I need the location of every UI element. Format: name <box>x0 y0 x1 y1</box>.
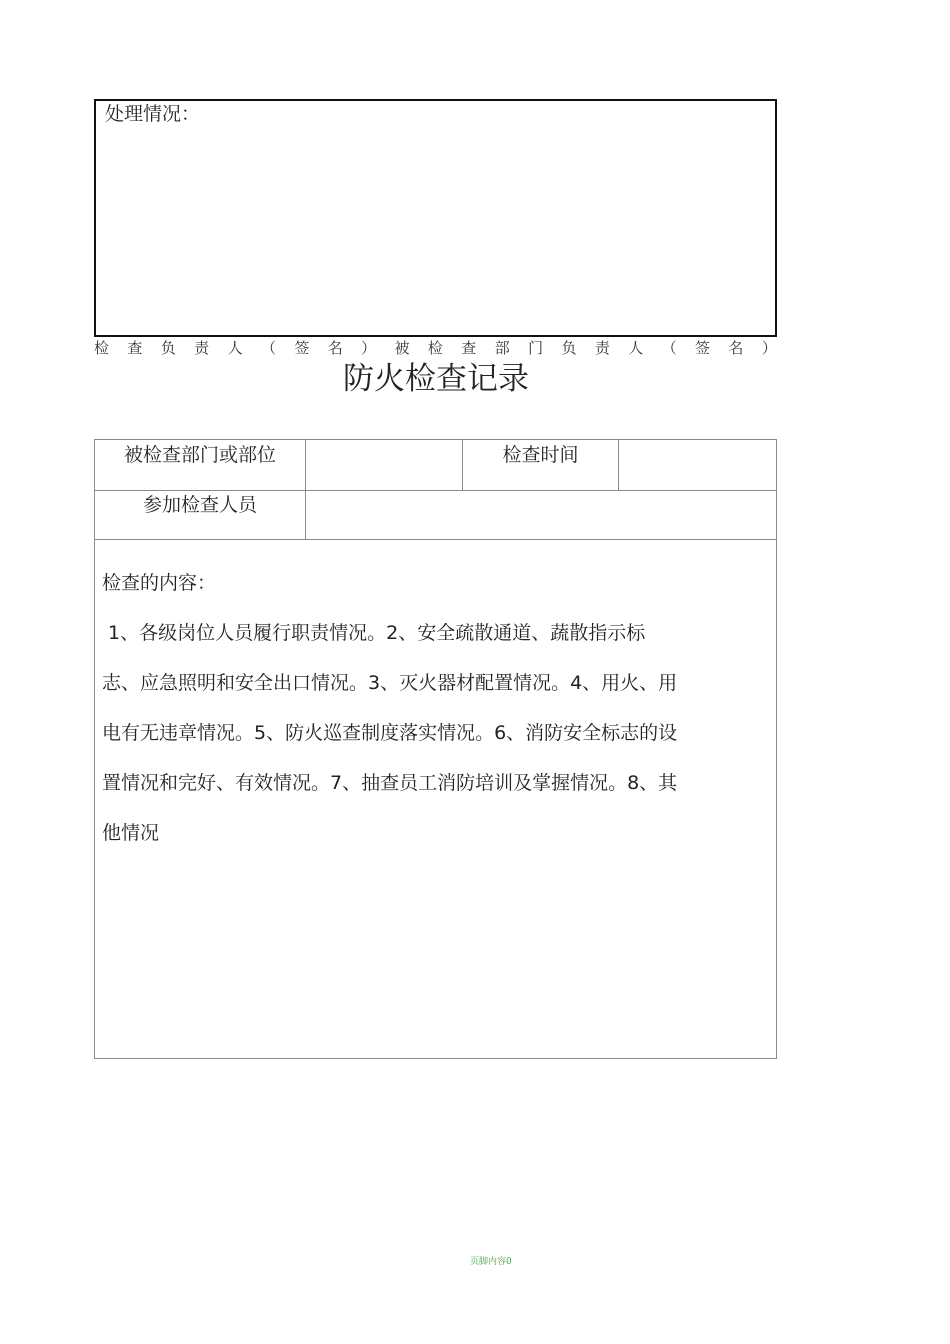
signature-line <box>94 339 777 357</box>
inspection-record-table <box>94 439 777 1059</box>
sign-char: 人 <box>628 339 644 357</box>
sign-char: 负 <box>160 339 176 357</box>
sign-char: 检 <box>94 339 110 357</box>
dept-field[interactable] <box>306 440 462 490</box>
footer-note: 页脚内容0 <box>470 1257 512 1267</box>
sign-char: （ <box>260 339 276 357</box>
table-divider <box>95 539 776 540</box>
staff-field[interactable] <box>306 491 776 539</box>
sign-char: 签 <box>695 339 711 357</box>
sign-char: 检 <box>427 339 443 357</box>
sign-char: 名 <box>327 339 343 357</box>
sign-char: 名 <box>728 339 744 357</box>
dept-label: 被检查部门或部位 <box>123 444 276 466</box>
sign-char: 责 <box>194 339 210 357</box>
sign-char: 门 <box>528 339 544 357</box>
sign-char: 查 <box>461 339 477 357</box>
sign-char: ） <box>361 339 377 357</box>
sign-char: 人 <box>227 339 243 357</box>
inspection-content <box>102 558 774 858</box>
time-label: 检查时间 <box>502 444 579 466</box>
sign-char: 负 <box>561 339 577 357</box>
content-line: 电有无违章情况。5、防火巡查制度落实情况。6、消防安全标志的设 <box>102 722 678 744</box>
content-line: 志、应急照明和安全出口情况。3、灭火器材配置情况。4、用火、用 <box>102 672 678 694</box>
content-heading: 检查的内容： <box>102 572 217 594</box>
sign-char: 责 <box>594 339 610 357</box>
time-field[interactable] <box>619 440 776 490</box>
sign-char: （ <box>661 339 677 357</box>
content-line: 他情况 <box>102 822 160 844</box>
sign-char: 被 <box>394 339 410 357</box>
sign-char: 查 <box>127 339 143 357</box>
sign-char: ） <box>761 339 777 357</box>
handling-box <box>94 99 777 337</box>
handling-label: 处理情况： <box>105 103 201 125</box>
page-title: 防火检查记录 <box>343 361 529 397</box>
content-line: 1、各级岗位人员履行职责情况。2、安全疏散通道、蔬散指示标 <box>102 622 646 644</box>
sign-char: 签 <box>294 339 310 357</box>
sign-char: 部 <box>494 339 510 357</box>
content-line: 置情况和完好、有效情况。7、抽查员工消防培训及掌握情况。8、其 <box>102 772 678 794</box>
staff-label: 参加检查人员 <box>142 494 257 516</box>
